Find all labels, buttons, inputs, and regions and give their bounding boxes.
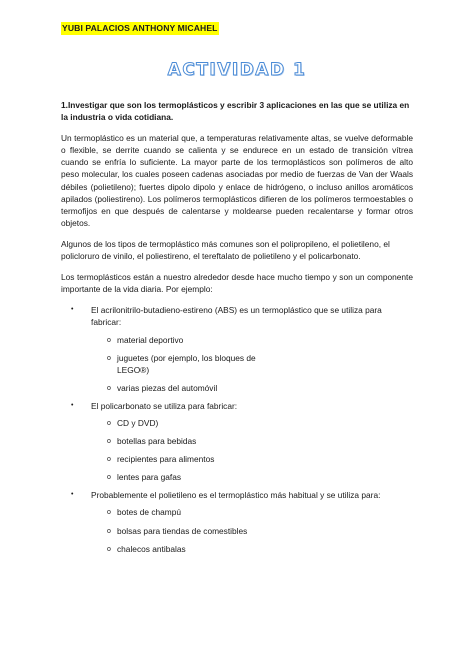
paragraph-definition: Un termoplástico es un material que, a temperaturas relativamente altas, se vuelve deformable o flexible, se derrite cuando se calienta y se endurece en un estado de transición vítrea cuando se enfría lo suficiente. La mayor parte de los termoplásticos son polímeros de alto peso molecular, los cuales poseen cadenas asociadas por medio de fuerzas de Van der Waals débiles (polietileno); fuertes dipolo dipolo y enlace de hidrógeno, o incluso anillos aromáticos apilados (poliestireno). Los polímeros termoplásticos difieren de los polímeros termoestables o termofijos en que después de calentarse y moldearse pueden recalentarse y formar otros objetos. — [61, 133, 413, 228]
circle-bullet-icon: o — [107, 384, 111, 392]
paragraph-types: Algunos de los tipos de termoplástico más comunes son el polipropileno, el polietileno, el policloruro de vinilo, el poliestireno, el tereftalato de polietileno y el policarbonato. — [61, 238, 390, 262]
sub-item-text: juguetes (por ejemplo, los bloques de LEGO®) — [117, 352, 256, 375]
bullet-text: Probablemente el polietileno es el termoplástico más habitual y se utiliza para: — [91, 490, 381, 501]
sub-list — [91, 334, 413, 394]
sub-item-text: varias piezas del automóvil — [117, 382, 218, 393]
circle-bullet-icon: o — [107, 354, 111, 362]
sub-list-item — [91, 453, 413, 465]
sub-list — [91, 417, 413, 483]
author-name: YUBI PALACIOS ANTHONY MICAHEL — [62, 23, 218, 33]
sub-list-item — [91, 525, 413, 537]
question-heading: 1.Investigar que son los termoplásticos y escribir 3 aplicaciones en las que se utiliza en la industria o vida cotidiana. — [61, 100, 410, 123]
sub-list — [91, 506, 413, 554]
list-item-policarbonato — [61, 400, 413, 483]
examples-list — [61, 304, 413, 554]
bullet-icon: • — [71, 491, 74, 499]
bullet-text: El acrilonitrilo-butadieno-estireno (ABS) es un termoplástico que se utiliza para fabricar: — [91, 305, 382, 328]
circle-bullet-icon: o — [107, 474, 111, 482]
sub-item-text: botes de champú — [117, 507, 182, 518]
document-body — [61, 99, 413, 561]
sub-item-text: recipientes para alimentos — [117, 454, 215, 465]
sub-item-text: chalecos antibalas — [117, 543, 186, 554]
bullet-icon: • — [71, 306, 74, 314]
sub-item-text: lentes para gafas — [117, 472, 182, 483]
sub-list-item — [91, 543, 413, 555]
circle-bullet-icon: o — [107, 336, 111, 344]
circle-bullet-icon: o — [107, 419, 111, 427]
page-title: ACTIVIDAD 1 — [167, 60, 307, 80]
list-item-polietileno — [61, 489, 413, 554]
sub-item-text: CD y DVD) — [117, 417, 159, 428]
circle-bullet-icon: o — [107, 456, 111, 464]
circle-bullet-icon: o — [107, 438, 111, 446]
list-item-abs — [61, 304, 413, 394]
circle-bullet-icon: o — [107, 527, 111, 535]
sub-list-item — [91, 334, 413, 346]
sub-list-item — [91, 435, 413, 447]
sub-list-item — [91, 417, 413, 429]
sub-item-text: material deportivo — [117, 334, 184, 345]
paragraph-intro-examples: Los termoplásticos están a nuestro alrededor desde hace mucho tiempo y son un componente importante de la vida diaria. Por ejemplo: — [61, 272, 413, 295]
circle-bullet-icon: o — [107, 545, 111, 553]
sub-list-item — [91, 471, 413, 483]
sub-list-item — [91, 382, 413, 394]
sub-list-item — [91, 506, 413, 518]
sub-list-item — [91, 352, 257, 376]
bullet-text: El policarbonato se utiliza para fabricar: — [91, 400, 238, 411]
circle-bullet-icon: o — [107, 509, 111, 517]
sub-item-text: bolsas para tiendas de comestibles — [117, 525, 248, 536]
title-row — [0, 60, 474, 80]
bullet-icon: • — [71, 401, 74, 409]
sub-item-text: botellas para bebidas — [117, 436, 197, 447]
